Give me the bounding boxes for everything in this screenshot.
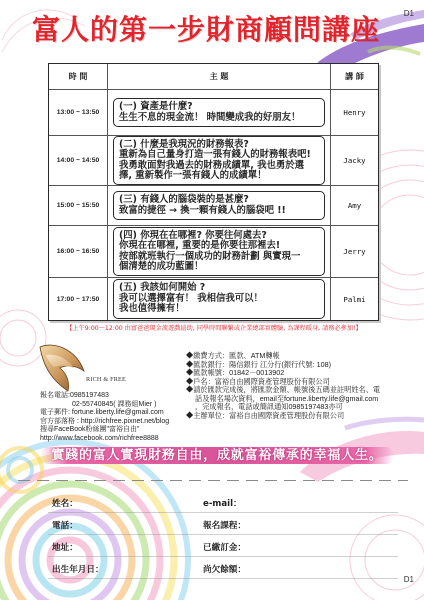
table-row	[49, 89, 378, 135]
lecturer-name: Amy	[347, 201, 362, 210]
form-row	[48, 562, 398, 579]
topic-box	[113, 98, 325, 127]
topic-line: 生生不息的現金流！ 時間變成我的好朋友！	[119, 111, 301, 123]
topic-cell	[107, 90, 331, 135]
time-cell	[49, 278, 107, 320]
color-ring	[36, 526, 104, 594]
payment-info	[186, 352, 394, 420]
form-label-birthday: 出生年月日：	[52, 565, 104, 575]
topic-line: 我也值得擁有！	[119, 303, 185, 315]
contact-facebook-url: http://www.facebook.com/richfree8888	[40, 434, 159, 442]
topic-box	[113, 279, 325, 318]
topic-line: 擇, 重新製作一張有錢人的成績單！	[119, 169, 267, 181]
table-header-row	[49, 64, 378, 89]
form-row	[48, 496, 398, 513]
wing-icon	[34, 341, 88, 393]
payment-account-name: ◆戶名：富裕自由國際資產管理股份有限公司	[186, 376, 330, 386]
lecturer-name: Jacky	[343, 156, 366, 165]
header-time: 時 間	[68, 72, 88, 81]
page-title: 富人的第一步財商顧問講座	[31, 13, 380, 46]
time-cell	[49, 226, 107, 277]
form-label-name: 姓名：	[52, 499, 78, 509]
contact-email: 電子郵件: fortune.liberty.life@gmail.com	[40, 409, 164, 417]
lecturer-cell	[331, 186, 378, 225]
table-row	[49, 135, 378, 185]
payment-instructions: ，完成報名，電話或簡訊通知0985197483亦可	[195, 402, 343, 411]
session-time: 13:00 ~ 13:50	[56, 109, 100, 116]
lecturer-cell	[331, 90, 378, 135]
time-cell	[49, 90, 107, 135]
topic-cell	[107, 278, 331, 320]
page-label-top: D1	[403, 9, 414, 18]
lecturer-name: Palmi	[343, 294, 366, 304]
topic-line: 按部就班執行一個成功的財務計劃 與實現一	[119, 250, 301, 262]
topic-box	[113, 191, 325, 220]
topic-box	[113, 227, 325, 277]
table-row	[49, 185, 378, 225]
lecturer-name: Henry	[343, 108, 366, 117]
cut-line	[18, 480, 408, 481]
lecturer-name: Jerry	[343, 247, 366, 256]
payment-instructions: ◆請於匯款完成後，將匯款金額、帳號後五碼並註明姓名、電	[186, 385, 381, 394]
form-label-address: 地址：	[52, 543, 78, 553]
splash-stroke	[345, 419, 424, 428]
wing-upper	[40, 345, 84, 391]
session-time: 16:00 ~ 16:50	[56, 248, 100, 255]
logo-text: RICH & FREE	[86, 376, 127, 383]
morning-session-note: 【上午9:00～12:00 由富爸爸現金流遊戲協助, 同學時間聯繫或企業總部實體驗, 為課程暖身, 請務必參加!】	[66, 325, 362, 332]
table-row	[49, 277, 378, 320]
contact-office-phone: 02-55740845( 課務組Mier )	[72, 400, 157, 408]
form-label-phone: 電話：	[52, 521, 78, 531]
topic-line: (三) 有錢人的腦袋裝的是甚麼?	[119, 194, 249, 206]
topic-line: (四) 你現在在哪裡? 你要往何處去?	[119, 229, 267, 241]
form-row	[48, 518, 398, 535]
table-row	[49, 225, 378, 277]
form-label-course: 報名課程：	[203, 521, 246, 531]
contact-info	[40, 392, 169, 444]
topic-line: 你現在在哪裡, 重要的是你要往那裡去!	[119, 240, 281, 252]
session-time: 14:00 ~ 14:50	[56, 157, 100, 164]
topic-line: (一) 資產是什麼?	[119, 101, 193, 113]
topic-line: 致富的捷徑 → 換一顆有錢人的腦袋吧 !!	[119, 204, 286, 216]
form-label-deposit: 已繳訂金：	[203, 543, 246, 553]
contact-phone: 報名電話:0985197483	[40, 392, 109, 399]
lecturer-cell	[331, 136, 378, 185]
time-cell	[49, 186, 107, 225]
payment-organizer: ◆主辦單位：富裕自由國際資產管理股份有限公司	[186, 410, 345, 420]
lecturer-cell	[331, 226, 378, 277]
ring	[365, 530, 424, 590]
topic-line: (二) 什麼是我現況的財務報表?	[119, 138, 249, 150]
slogan-text: 實踐的富人實現財務自由，成就富裕傳承的幸福人生。	[51, 448, 383, 463]
ring	[0, 320, 36, 356]
form-row	[48, 540, 398, 557]
topic-line: (五) 我該如何開始 ?	[119, 282, 206, 294]
page-label-bottom: D1	[403, 575, 414, 584]
topic-cell	[107, 186, 331, 225]
topic-line: 我勇敢面對我過去的財務成績單, 我也勇於選	[119, 159, 304, 171]
form-label-balance: 尚欠餘額：	[203, 565, 246, 575]
topic-line: 個清楚的成功藍圖！	[119, 260, 204, 272]
topic-box	[113, 136, 325, 186]
lecturer-cell	[331, 278, 378, 320]
topic-cell	[107, 136, 331, 185]
topic-line: 重新為自己量身打造一張有錢人的財務報表吧!	[119, 149, 311, 161]
contact-blog: 官方部落格 : http://richfree.pixnet.net/blog	[40, 417, 170, 425]
payment-bank: ◆匯款銀行：陽信銀行 江分行(銀行代號: 108)	[186, 359, 331, 369]
header-topic: 主 題	[107, 64, 331, 89]
header-lecturer: 講 師	[345, 72, 364, 81]
payment-method: ◆繳費方式：匯款、ATM轉帳	[186, 351, 280, 360]
session-time: 17:00 ~ 17:50	[56, 295, 100, 303]
contact-facebook-search: 搜尋FaceBook粉絲團"富裕自由"	[40, 426, 140, 434]
schedule-table	[48, 63, 379, 321]
topic-line: 我可以選擇富有！ 我相信我可以！	[119, 292, 263, 304]
form-label-email: e-mail：	[203, 499, 242, 509]
session-time: 15:00 ~ 15:50	[56, 202, 100, 209]
payment-account: ◆匯款帳號：01842－0013902	[186, 368, 285, 377]
slogan-banner	[40, 447, 394, 464]
topic-cell	[107, 226, 331, 277]
time-cell	[49, 136, 107, 185]
payment-instructions: 話及報名場次資料，email至fortune.liberty.life@gmail.com	[195, 393, 379, 403]
